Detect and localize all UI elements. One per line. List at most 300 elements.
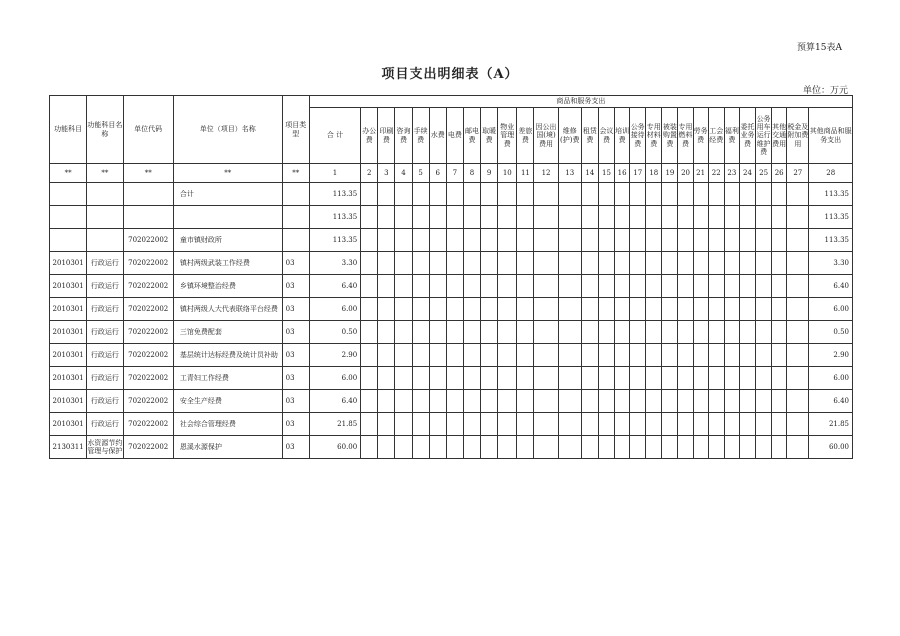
cell-empty <box>630 183 646 206</box>
index-num: 7 <box>446 164 463 183</box>
cell-func-name <box>87 229 123 252</box>
header-col: 工会经费 <box>708 108 724 164</box>
cell-empty <box>662 367 678 390</box>
cell-empty <box>395 298 412 321</box>
index-num: 28 <box>809 164 853 183</box>
index-num: 25 <box>756 164 772 183</box>
cell-empty <box>708 344 724 367</box>
cell-empty <box>598 252 614 275</box>
cell-unit-code: 702022002 <box>123 229 173 252</box>
cell-empty <box>361 229 378 252</box>
cell-empty <box>534 321 558 344</box>
cell-empty <box>534 183 558 206</box>
cell-empty <box>630 229 646 252</box>
cell-empty <box>787 436 809 459</box>
cell-empty <box>517 413 534 436</box>
cell-empty <box>772 206 787 229</box>
cell-empty <box>581 206 598 229</box>
cell-empty <box>429 275 446 298</box>
cell-empty <box>498 321 517 344</box>
cell-empty <box>708 367 724 390</box>
cell-other-expense: 60.00 <box>809 436 853 459</box>
header-col: 福利费 <box>724 108 739 164</box>
cell-empty <box>615 390 630 413</box>
cell-func-code: 2010301 <box>50 298 87 321</box>
cell-empty <box>534 298 558 321</box>
cell-empty <box>724 390 739 413</box>
cell-empty <box>787 252 809 275</box>
cell-empty <box>446 206 463 229</box>
cell-empty <box>787 321 809 344</box>
cell-func-code: 2010301 <box>50 390 87 413</box>
cell-empty <box>463 367 480 390</box>
cell-empty <box>463 321 480 344</box>
index-num: 17 <box>630 164 646 183</box>
cell-empty <box>598 344 614 367</box>
cell-empty <box>756 275 772 298</box>
cell-empty <box>708 252 724 275</box>
cell-empty <box>615 252 630 275</box>
cell-empty <box>662 321 678 344</box>
cell-empty <box>646 298 662 321</box>
cell-empty <box>378 229 395 252</box>
cell-empty <box>558 436 581 459</box>
cell-total: 21.85 <box>309 413 360 436</box>
cell-other-expense: 0.50 <box>809 321 853 344</box>
cell-empty <box>646 436 662 459</box>
cell-empty <box>534 252 558 275</box>
cell-unit-code: 702022002 <box>123 436 173 459</box>
cell-empty <box>739 413 755 436</box>
cell-empty <box>446 275 463 298</box>
table-row <box>50 390 853 413</box>
cell-empty <box>446 390 463 413</box>
cell-empty <box>739 436 755 459</box>
cell-empty <box>498 183 517 206</box>
cell-empty <box>772 183 787 206</box>
cell-empty <box>630 413 646 436</box>
header-col: 被装购置费 <box>662 108 678 164</box>
cell-empty <box>446 229 463 252</box>
cell-empty <box>724 229 739 252</box>
cell-empty <box>693 390 708 413</box>
cell-empty <box>558 344 581 367</box>
cell-other-expense: 113.35 <box>809 206 853 229</box>
header-col: 因公出国(境)费用 <box>534 108 558 164</box>
table-row <box>50 183 853 206</box>
cell-unit-code: 702022002 <box>123 413 173 436</box>
cell-empty <box>724 413 739 436</box>
cell-empty <box>646 275 662 298</box>
cell-empty <box>772 413 787 436</box>
cell-empty <box>481 206 498 229</box>
cell-empty <box>395 275 412 298</box>
cell-empty <box>498 252 517 275</box>
cell-empty <box>630 436 646 459</box>
index-num: 5 <box>412 164 429 183</box>
cell-empty <box>395 252 412 275</box>
cell-project-type: 03 <box>282 298 309 321</box>
cell-empty <box>693 206 708 229</box>
cell-unit-name: 镇村两级武装工作经费 <box>173 252 282 275</box>
cell-empty <box>481 344 498 367</box>
cell-empty <box>772 436 787 459</box>
header-col: 委托业务费 <box>739 108 755 164</box>
cell-empty <box>678 321 693 344</box>
index-num: 2 <box>361 164 378 183</box>
cell-other-expense: 3.30 <box>809 252 853 275</box>
cell-empty <box>481 275 498 298</box>
cell-empty <box>395 206 412 229</box>
cell-empty <box>646 229 662 252</box>
header-func-code: 功能科目 <box>50 96 87 164</box>
cell-func-name: 行政运行 <box>87 275 123 298</box>
cell-empty <box>498 367 517 390</box>
cell-empty <box>581 390 598 413</box>
cell-project-type: 03 <box>282 367 309 390</box>
cell-empty <box>678 390 693 413</box>
cell-empty <box>429 229 446 252</box>
cell-func-name <box>87 183 123 206</box>
index-num: 11 <box>517 164 534 183</box>
cell-empty <box>708 436 724 459</box>
index-num: 18 <box>646 164 662 183</box>
cell-empty <box>756 183 772 206</box>
header-col: 手续费 <box>412 108 429 164</box>
cell-empty <box>615 367 630 390</box>
cell-empty <box>498 298 517 321</box>
cell-empty <box>724 344 739 367</box>
cell-empty <box>678 367 693 390</box>
cell-empty <box>498 436 517 459</box>
header-col: 差旅费 <box>517 108 534 164</box>
cell-empty <box>739 367 755 390</box>
cell-empty <box>756 321 772 344</box>
cell-empty <box>756 206 772 229</box>
cell-empty <box>395 390 412 413</box>
cell-func-code: 2010301 <box>50 275 87 298</box>
cell-empty <box>678 275 693 298</box>
cell-empty <box>429 321 446 344</box>
cell-empty <box>498 229 517 252</box>
cell-empty <box>678 183 693 206</box>
cell-empty <box>361 413 378 436</box>
header-col: 劳务费 <box>693 108 708 164</box>
cell-empty <box>463 390 480 413</box>
cell-empty <box>429 436 446 459</box>
cell-empty <box>361 367 378 390</box>
cell-empty <box>662 206 678 229</box>
cell-func-code <box>50 206 87 229</box>
cell-other-expense: 6.40 <box>809 275 853 298</box>
cell-empty <box>772 390 787 413</box>
cell-empty <box>787 390 809 413</box>
cell-empty <box>558 298 581 321</box>
index-mark: ** <box>50 164 87 183</box>
cell-empty <box>446 436 463 459</box>
cell-empty <box>446 321 463 344</box>
cell-empty <box>412 367 429 390</box>
cell-unit-name: 童市镇财政所 <box>173 229 282 252</box>
cell-empty <box>395 367 412 390</box>
cell-empty <box>693 252 708 275</box>
cell-empty <box>615 275 630 298</box>
cell-empty <box>708 321 724 344</box>
cell-empty <box>708 206 724 229</box>
cell-empty <box>429 298 446 321</box>
cell-empty <box>517 298 534 321</box>
cell-other-expense: 6.00 <box>809 298 853 321</box>
cell-empty <box>739 321 755 344</box>
cell-empty <box>615 344 630 367</box>
cell-empty <box>378 367 395 390</box>
cell-total: 6.40 <box>309 275 360 298</box>
cell-empty <box>693 436 708 459</box>
cell-unit-name: 社会综合管理经费 <box>173 413 282 436</box>
cell-empty <box>708 390 724 413</box>
cell-empty <box>724 298 739 321</box>
cell-func-code <box>50 229 87 252</box>
cell-empty <box>693 413 708 436</box>
cell-empty <box>724 183 739 206</box>
cell-empty <box>517 183 534 206</box>
table-row <box>50 413 853 436</box>
detail-table <box>49 95 853 459</box>
cell-empty <box>756 298 772 321</box>
cell-unit-name: 三馆免费配套 <box>173 321 282 344</box>
cell-empty <box>615 298 630 321</box>
cell-empty <box>378 206 395 229</box>
header-col: 办公费 <box>361 108 378 164</box>
index-num: 22 <box>708 164 724 183</box>
index-num: 20 <box>678 164 693 183</box>
header-col: 咨询费 <box>395 108 412 164</box>
index-num: 15 <box>598 164 614 183</box>
cell-unit-name: 安全生产经费 <box>173 390 282 413</box>
cell-func-name: 行政运行 <box>87 298 123 321</box>
cell-empty <box>429 183 446 206</box>
cell-empty <box>662 252 678 275</box>
cell-empty <box>662 344 678 367</box>
header-col: 物业管理费 <box>498 108 517 164</box>
header-unit-name: 单位（项目）名称 <box>173 96 282 164</box>
cell-empty <box>581 344 598 367</box>
header-col: 培训费 <box>615 108 630 164</box>
cell-empty <box>558 367 581 390</box>
cell-empty <box>412 206 429 229</box>
table-row <box>50 298 853 321</box>
cell-empty <box>756 344 772 367</box>
cell-empty <box>678 436 693 459</box>
cell-empty <box>517 436 534 459</box>
index-num: 16 <box>615 164 630 183</box>
cell-empty <box>693 321 708 344</box>
cell-empty <box>481 298 498 321</box>
cell-empty <box>498 390 517 413</box>
index-num: 14 <box>581 164 598 183</box>
cell-empty <box>481 367 498 390</box>
index-num: 4 <box>395 164 412 183</box>
cell-empty <box>378 390 395 413</box>
cell-empty <box>646 183 662 206</box>
cell-empty <box>558 321 581 344</box>
cell-empty <box>463 413 480 436</box>
cell-empty <box>534 206 558 229</box>
table-row <box>50 321 853 344</box>
cell-empty <box>581 275 598 298</box>
cell-empty <box>646 390 662 413</box>
index-num: 13 <box>558 164 581 183</box>
cell-total: 113.35 <box>309 183 360 206</box>
index-num: 8 <box>463 164 480 183</box>
cell-empty <box>756 367 772 390</box>
cell-empty <box>598 298 614 321</box>
cell-func-name: 行政运行 <box>87 252 123 275</box>
cell-empty <box>598 436 614 459</box>
cell-total: 113.35 <box>309 229 360 252</box>
cell-empty <box>481 229 498 252</box>
cell-empty <box>678 413 693 436</box>
cell-empty <box>646 413 662 436</box>
cell-empty <box>378 298 395 321</box>
cell-empty <box>412 390 429 413</box>
cell-empty <box>693 229 708 252</box>
cell-empty <box>615 321 630 344</box>
cell-empty <box>517 321 534 344</box>
cell-empty <box>581 413 598 436</box>
cell-empty <box>662 298 678 321</box>
cell-unit-code: 702022002 <box>123 344 173 367</box>
cell-empty <box>412 436 429 459</box>
cell-empty <box>481 252 498 275</box>
index-num: 9 <box>481 164 498 183</box>
cell-unit-code <box>123 206 173 229</box>
cell-empty <box>756 229 772 252</box>
cell-empty <box>481 183 498 206</box>
cell-empty <box>395 413 412 436</box>
cell-empty <box>693 344 708 367</box>
cell-empty <box>598 275 614 298</box>
header-col: 电费 <box>446 108 463 164</box>
cell-func-code: 2130311 <box>50 436 87 459</box>
cell-empty <box>395 344 412 367</box>
cell-empty <box>517 344 534 367</box>
table-row <box>50 275 853 298</box>
cell-empty <box>708 229 724 252</box>
cell-empty <box>361 344 378 367</box>
cell-func-code: 2010301 <box>50 344 87 367</box>
cell-empty <box>708 298 724 321</box>
cell-empty <box>708 275 724 298</box>
cell-empty <box>739 229 755 252</box>
table-row <box>50 436 853 459</box>
cell-other-expense: 6.00 <box>809 367 853 390</box>
cell-empty <box>646 206 662 229</box>
cell-empty <box>581 298 598 321</box>
cell-empty <box>481 321 498 344</box>
cell-func-name: 行政运行 <box>87 413 123 436</box>
header-func-name: 功能科目名称 <box>87 96 123 164</box>
table-row <box>50 344 853 367</box>
cell-empty <box>446 298 463 321</box>
cell-project-type: 03 <box>282 413 309 436</box>
cell-empty <box>446 344 463 367</box>
cell-empty <box>361 321 378 344</box>
cell-empty <box>558 183 581 206</box>
cell-empty <box>463 436 480 459</box>
header-total: 合 计 <box>309 108 360 164</box>
cell-empty <box>693 275 708 298</box>
cell-empty <box>463 298 480 321</box>
cell-empty <box>787 183 809 206</box>
cell-empty <box>378 344 395 367</box>
header-col: 水费 <box>429 108 446 164</box>
cell-empty <box>446 252 463 275</box>
cell-empty <box>739 183 755 206</box>
header-col: 印刷费 <box>378 108 395 164</box>
cell-total: 3.30 <box>309 252 360 275</box>
cell-empty <box>361 390 378 413</box>
cell-func-code: 2010301 <box>50 321 87 344</box>
cell-total: 6.00 <box>309 367 360 390</box>
cell-empty <box>463 229 480 252</box>
cell-empty <box>395 229 412 252</box>
cell-empty <box>498 413 517 436</box>
cell-empty <box>412 183 429 206</box>
cell-empty <box>463 344 480 367</box>
cell-func-name <box>87 206 123 229</box>
cell-project-type <box>282 206 309 229</box>
cell-empty <box>395 436 412 459</box>
cell-empty <box>787 367 809 390</box>
cell-empty <box>598 183 614 206</box>
cell-empty <box>558 413 581 436</box>
cell-empty <box>615 413 630 436</box>
cell-empty <box>693 298 708 321</box>
cell-empty <box>361 275 378 298</box>
index-mark: ** <box>123 164 173 183</box>
cell-empty <box>534 413 558 436</box>
header-col: 其他交通费用 <box>772 108 787 164</box>
cell-unit-code: 702022002 <box>123 321 173 344</box>
index-num: 26 <box>772 164 787 183</box>
cell-empty <box>678 229 693 252</box>
unit-label: 单位：万元 <box>802 86 848 96</box>
header-col: 维修(护)费 <box>558 108 581 164</box>
cell-empty <box>772 321 787 344</box>
cell-empty <box>361 206 378 229</box>
cell-empty <box>598 206 614 229</box>
cell-func-name: 行政运行 <box>87 367 123 390</box>
cell-unit-code: 702022002 <box>123 275 173 298</box>
cell-unit-code <box>123 183 173 206</box>
cell-empty <box>787 413 809 436</box>
cell-empty <box>739 206 755 229</box>
cell-empty <box>787 206 809 229</box>
cell-empty <box>517 252 534 275</box>
index-num: 19 <box>662 164 678 183</box>
cell-empty <box>481 413 498 436</box>
cell-empty <box>378 321 395 344</box>
cell-empty <box>630 344 646 367</box>
header-col: 会议费 <box>598 108 614 164</box>
header-col: 公务用车运行维护费 <box>756 108 772 164</box>
cell-unit-code: 702022002 <box>123 252 173 275</box>
cell-empty <box>630 275 646 298</box>
cell-empty <box>772 298 787 321</box>
cell-empty <box>558 252 581 275</box>
cell-empty <box>615 436 630 459</box>
